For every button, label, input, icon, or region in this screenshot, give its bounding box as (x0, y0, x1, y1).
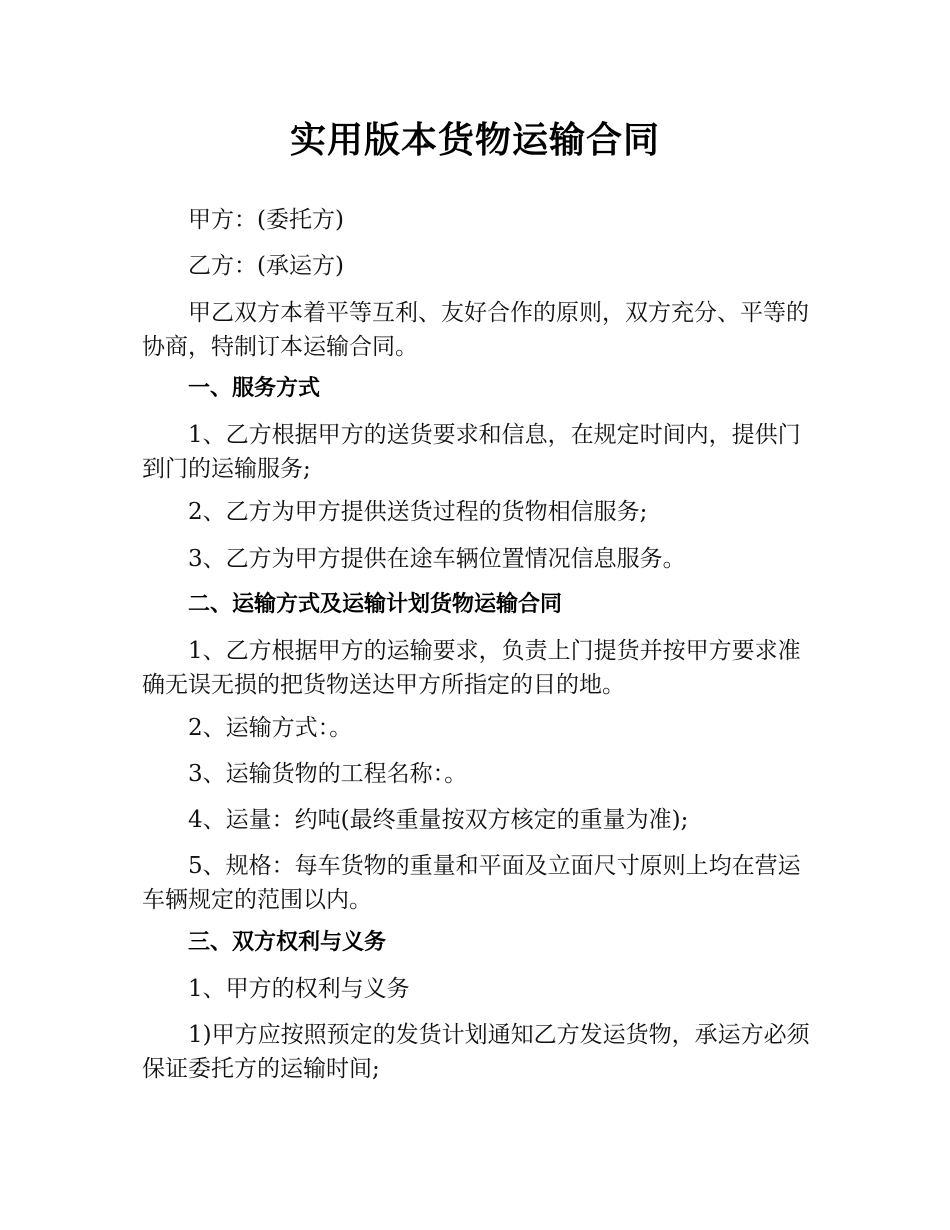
section-heading-3: 三、双方权利与义务 (188, 930, 387, 955)
party-b-line: 乙方：(承运方) (188, 253, 344, 279)
clause-3-1: 1、甲方的权利与义务 (188, 976, 410, 1002)
clause-3-1-1: 1)甲方应按照预定的发货计划通知乙方发运货物，承运方必须保证委托方的运输时间; (142, 1022, 810, 1082)
clause-1-2: 2、乙方为甲方提供送货过程的货物相信服务; (188, 499, 648, 525)
section-heading-2: 二、运输方式及运输计划货物运输合同 (188, 592, 563, 617)
clause-2-2: 2、运输方式：。 (188, 715, 353, 741)
section-heading-1: 一、服务方式 (188, 376, 321, 401)
document-title: 实用版本货物运输合同 (289, 120, 660, 161)
preamble-paragraph: 甲乙双方本着平等互利、友好合作的原则，双方充分、平等的协商，特制订本运输合同。 (142, 300, 809, 360)
clause-2-5: 5、规格：每车货物的重量和平面及立面尺寸原则上均在营运车辆规定的范围以内。 (142, 853, 801, 913)
clause-2-4: 4、运量：约吨(最终重量按双方核定的重量为准); (188, 807, 689, 833)
clause-2-1: 1、乙方根据甲方的运输要求，负责上门提货并按甲方要求准确无误无损的把货物送达甲方所指定的目的地。 (142, 638, 801, 698)
clause-1-1: 1、乙方根据甲方的送货要求和信息，在规定时间内，提供门到门的运输服务; (142, 422, 801, 482)
party-a-line: 甲方：(委托方) (188, 207, 344, 233)
clause-1-3: 3、乙方为甲方提供在途车辆位置情况信息服务。 (188, 546, 686, 572)
clause-2-3: 3、运输货物的工程名称：。 (188, 761, 468, 787)
